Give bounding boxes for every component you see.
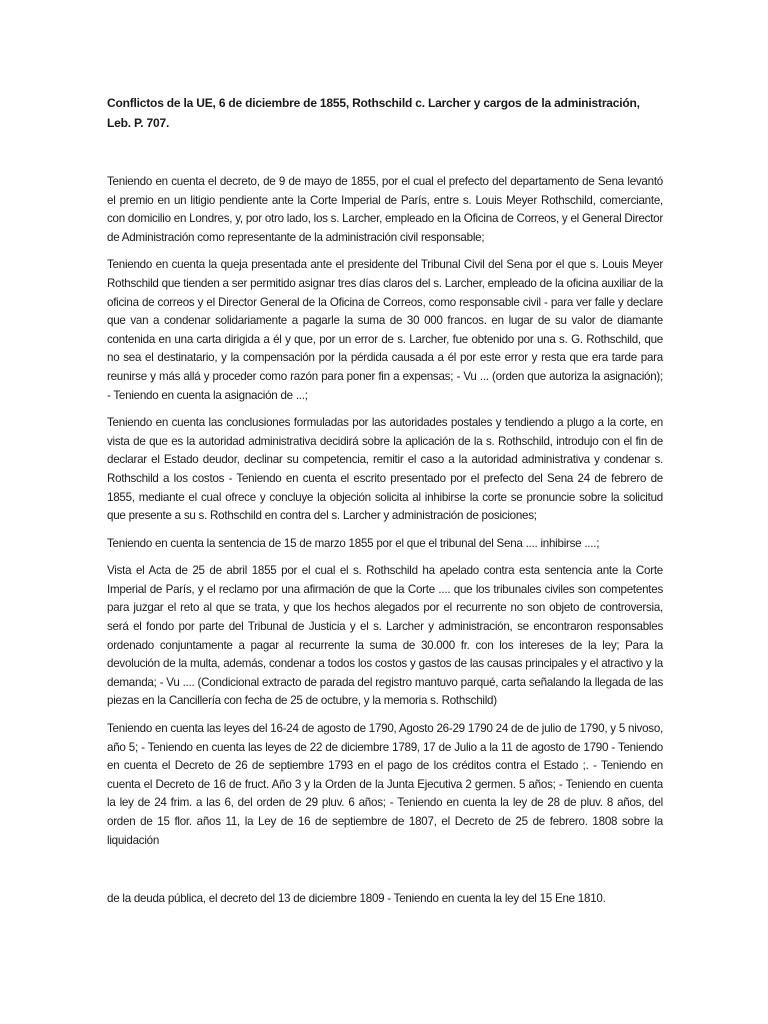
- continuation-line: de la deuda pública, el decreto del 13 de diciembre 1809 - Teniendo en cuenta la ley del 15 Ene 1810.: [107, 892, 606, 905]
- document-body: [107, 173, 663, 859]
- paragraph: Teniendo en cuenta el decreto, de 9 de mayo de 1855, por el cual el prefecto del departamento de Sena levantó el premio en un litigio pendiente ante la Corte Imperial de París, entre s. Louis Meyer Rothschild, comerciante, con domicilio en Londres, y, por otro lado, los s. Larcher, empleado en la Oficina de Correos, y el General Director de Administración como representante de la administración civil responsable;: [107, 175, 663, 244]
- paragraph: Teniendo en cuenta las leyes del 16-24 de agosto de 1790, Agosto 26-29 1790 24 de de julio de 1790, y 5 nivoso, año 5; - Teniendo en cuenta las leyes de 22 de diciembre 1789, 17 de Julio a la 11 de agosto de 1790 - Teniendo en cuenta el Decreto de 26 de septiembre 1793 en el pago de los créditos contra el Estado ;. - Teniendo en cuenta el Decreto de 16 de fruct. Año 3 y la Orden de la Junta Ejecutiva 2 germen. 5 años; - Teniendo en cuenta la ley de 24 frim. a las 6, del orden de 29 pluv. 6 años; - Teniendo en cuenta la ley de 28 de pluv. 8 años, del orden de 15 flor. años 11, la Ley de 16 de septiembre de 1807, el Decreto de 25 de febrero. 1808 sobre la liquidación: [107, 722, 663, 847]
- document-title: Conflictos de la UE, 6 de diciembre de 1855, Rothschild c. Larcher y cargos de la administración, Leb. P. 707.: [107, 96, 640, 130]
- paragraph: Teniendo en cuenta las conclusiones formuladas por las autoridades postales y tendiendo a plugo a la corte, en vista de que es la autoridad administrativa decidirá sobre la aplicación de la s. Rothschild, introdujo con el fin de declarar el Estado deudor, declinar su competencia, remitir el caso a la autoridad administrativa y condenar s. Rothschild a los costos - Teniendo en cuenta el escrito presentado por el prefecto del Sena 24 de febrero de 1855, mediante el cual ofrece y concluye la objeción solicita al inhibirse la corte se pronuncie sobre la solicitud que presente a su s. Rothschild en contra del s. Larcher y administración de posiciones;: [107, 416, 663, 523]
- paragraph: Teniendo en cuenta la sentencia de 15 de marzo 1855 por el que el tribunal del Sena .... inhibirse ....;: [107, 536, 600, 550]
- paragraph: Vista el Acta de 25 de abril 1855 por el cual el s. Rothschild ha apelado contra esta sentencia ante la Corte Imperial de París, y el reclamo por una afirmación de que la Corte .... que los tribunales civiles son competentes para juzgar el reto al que se trata, y que los hechos alegados por el recurrente no son objeto de controversia, será el fondo por parte del Tribunal de Justicia y el s. Larcher y administración, se encontraron responsables ordenado conjuntamente a pagar al recurrente la suma de 30.000 fr. con los intereses de la ley; Para la devolución de la multa, además, condenar a todos los costos y gastos de las causas principales y el atractivo y la demanda; - Vu .... (Condicional extracto de parada del registro mantuvo parqué, carta señalando la llegada de las piezas en la Cancillería con fecha de 25 de octubre, y la memoria s. Rothschild): [107, 564, 663, 708]
- paragraph: Teniendo en cuenta la queja presentada ante el presidente del Tribunal Civil del Sena por el que s. Louis Meyer Rothschild que tienden a ser permitido asignar tres días claros del s. Larcher, empleado de la oficina auxiliar de la oficina de correos y el Director General de la Oficina de Correos, como responsable civil - para ver falle y declare que van a condenar solidariamente a pagarle la suma de 30 000 francos. en lugar de su valor de diamante contenida en una carta dirigida a él y que, por un error de s. Larcher, fue obtenido por una s. G. Rothschild, que no sea el destinatario, y la compensación por la pérdida causada a él por este error y resta que era tarde para reunirse y más allá y proceder como razón para poner fin a expensas; - Vu ... (orden que autoriza la asignación); - Teniendo en cuenta la asignación de ...;: [107, 258, 663, 402]
